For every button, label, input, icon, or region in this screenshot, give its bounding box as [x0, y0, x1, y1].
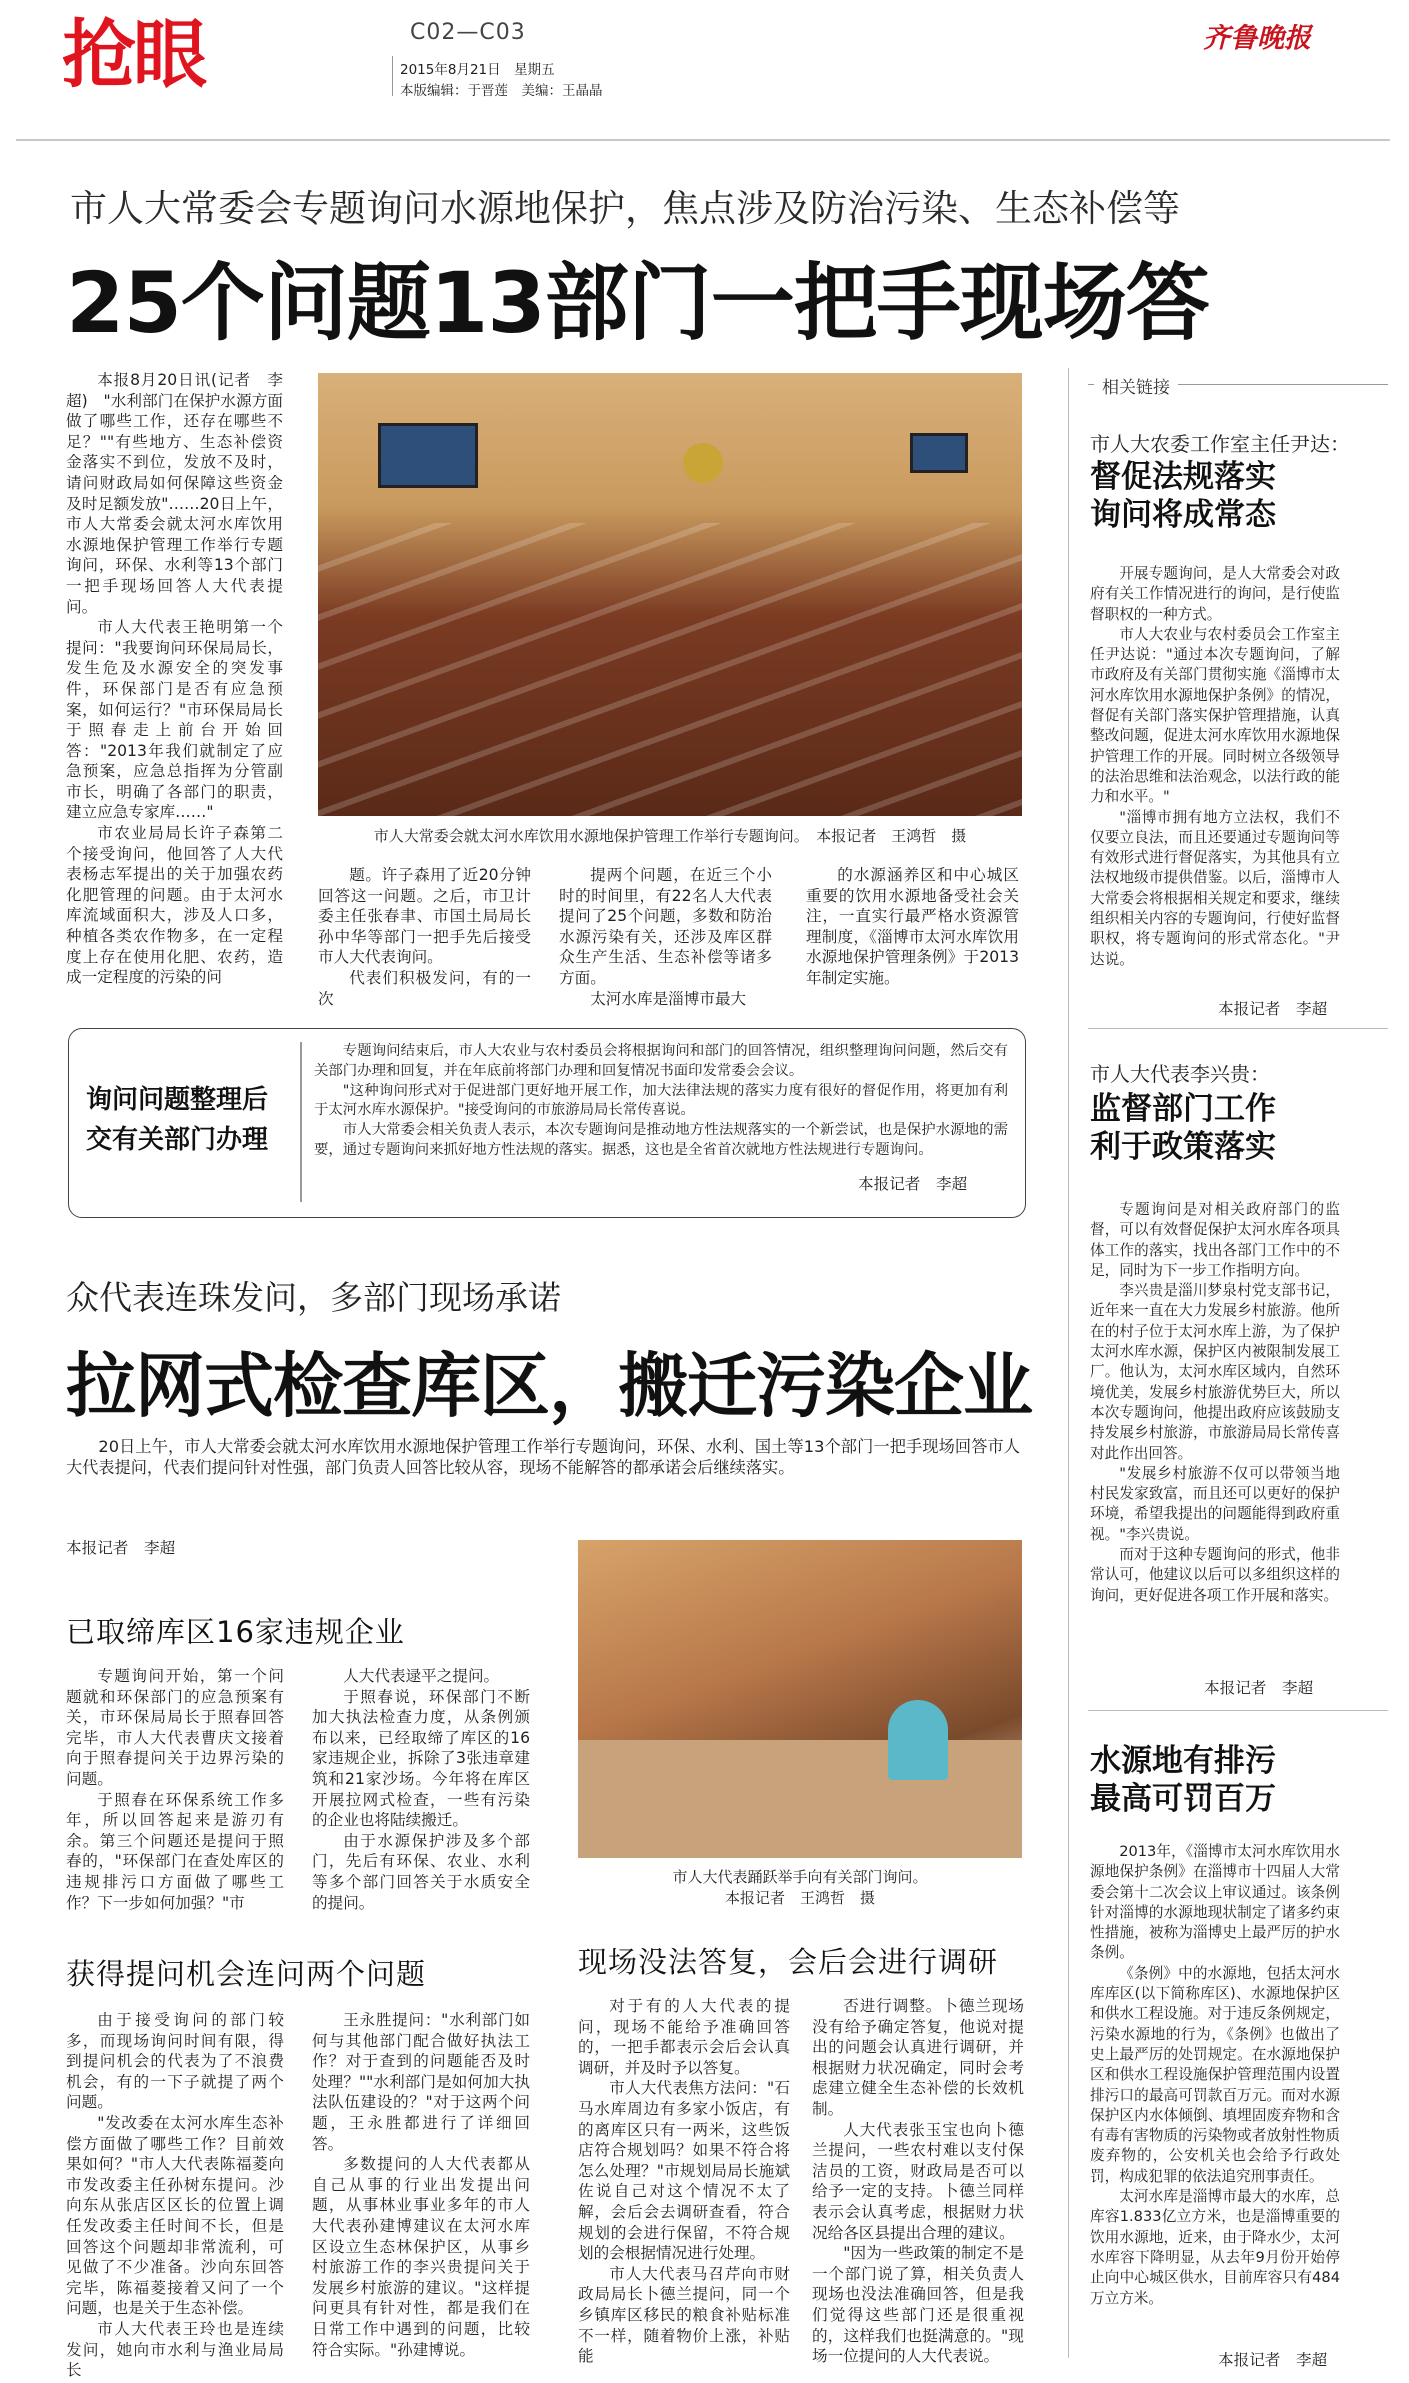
- paragraph: 王永胜提问："水利部门如何与其他部门配合做好执法工作？对于查到的问题能否及时处理？""水利部门是如何加大执法队伍建设的？"对于这两个问题，王永胜都进行了详细回答。: [312, 2011, 530, 2153]
- sidebar-item1-byline: 本报记者 李超: [1218, 1000, 1328, 1018]
- subhead-sub2: 获得提问机会连问两个问题: [66, 1957, 427, 1991]
- header-rule: [16, 139, 1390, 141]
- sidebar-item2-kicker: 市人大代表李兴贵：: [1090, 1062, 1270, 1086]
- sidebar-item3-head-line2: 最高可罚百万: [1090, 1781, 1276, 1817]
- paragraph: 题。许子森用了近20分钟回答这一问题。之后，市卫计委主任张春聿、市国土局局长孙中华等部门一把手先后接受市人大代表询问。: [318, 866, 531, 967]
- subhead-sub1: 已取缔库区16家违规企业: [66, 1615, 405, 1649]
- subhead-sub3: 现场没法答复，会后会进行调研: [578, 1945, 999, 1979]
- sub3-col1: [578, 1996, 790, 2366]
- paragraph: 市人大常委会相关负责人表示，本次专题询问是推动地方性法规落实的一个新尝试，也是保护水源地的需要，通过专题询问来抓好地方性法规的落实。据悉，这也是全省首次就地方性法规进行专题询问。: [314, 1122, 1008, 1158]
- sub2-col2: [312, 2010, 530, 2360]
- paragraph: 李兴贵是淄川梦泉村党支部书记，近年来一直在大力发展乡村旅游。他所在的村子位于太河水库上游，为了保护太河水库水源，保护区内被限制发展工厂。他认为，太河水库区域内，自然环境优美，发展乡村旅游优势巨大，所以本次专题询问，他提出政府应该鼓励支持发展乡村旅游，市旅游局局长常传喜对此作出回答。: [1090, 1282, 1340, 1462]
- newspaper-brand: 齐鲁晚报: [1203, 23, 1311, 54]
- hearing-photo-caption: 市人大常委会就太河水库饮用水源地保护管理工作举行专题询问。 本报记者 王鸿哲 摄: [373, 827, 967, 845]
- paragraph: "发改委在太河水库生态补偿方面做了哪些工作？目前效果如何？"市人大代表陈福菱向市发改委主任孙树东提问。沙向东从张店区区长的位置上调任发改委主任时间不长，但是回答这个问题却非常流利，可见做了不少准备。沙向东回答完毕，陈福菱接着又问了一个问题，也是关于生态补偿。: [66, 2113, 284, 2318]
- second-story-kicker: 众代表连珠发问，多部门现场承诺: [66, 1278, 561, 1317]
- sidebar-item3-head-line1: 水源地有排污: [1090, 1743, 1276, 1779]
- sidebar-item2-byline: 本报记者 李超: [1204, 1679, 1314, 1697]
- related-links-label: 相关链接: [1094, 373, 1178, 398]
- second-story-headline: 拉网式检查库区，搬迁污染企业: [66, 1345, 1032, 1427]
- raising-hands-caption: [578, 1866, 1022, 1908]
- paragraph: 否进行调整。卜德兰现场没有给予确定答复，他说对提出的问题会认真进行调研，并根据财力状况确定，同时会考虑建立健全生态补偿的长效机制。: [812, 1997, 1024, 2118]
- info-box-title-line2: 交有关部门办理: [86, 1125, 269, 1155]
- paragraph: 太河水库是淄博市最大的水库，总库容1.833亿立方米，也是淄博重要的饮用水源地，近来，由于降水少，太河水库容下降明显，从去年9月份开始停止向中心城区供水，目前库容只有484万立方米。: [1090, 2188, 1340, 2307]
- info-box-title-line1: 询问问题整理后: [86, 1085, 269, 1115]
- paragraph: 开展专题询问，是人大常委会对政府有关工作情况进行的询问，是行使监督职权的一种方式。: [1090, 565, 1340, 623]
- sidebar-rule-1: [1088, 1028, 1388, 1029]
- second-story-byline: 本报记者 李超: [66, 1539, 176, 1557]
- sidebar-item2-body: [1090, 1200, 1340, 1670]
- top-story-kicker: 市人大常委会专题询问水源地保护，焦点涉及防治污染、生态补偿等: [70, 187, 1180, 230]
- paragraph: 市人大代表马召芹向市财政局局长卜德兰提问，同一个乡镇库区移民的粮食补贴标准不一样，随着物价上涨，补贴能: [578, 2264, 790, 2366]
- sidebar-item1-kicker: 市人大农委工作室主任尹达：: [1090, 432, 1350, 456]
- sidebar-item1-head-line1: 督促法规落实: [1090, 459, 1276, 495]
- paragraph: "淄博市拥有地方立法权，我们不仅要立良法，而且还要通过专题询问等有效形式进行督促落实，为其他具有立法权地级市提供借鉴。以后，淄博市人大常委会将根据相关规定和要求，继续组织相关内容的专题询问，行使好监督职权，将专题询问的形式常态化。"尹达说。: [1090, 808, 1340, 968]
- top-story-col3: [559, 865, 772, 1008]
- page-range: C02—C03: [410, 20, 526, 45]
- paragraph: 太河水库是淄博市最大: [590, 989, 747, 1008]
- editors-line: 本版编辑：于晋莲 美编：王晶晶: [400, 83, 603, 99]
- paragraph: 专题询问是对相关政府部门的监督，可以有效督促保护太河水库各项具体工作的落实，找出各部门工作中的不足，同时为下一步工作指明方向。: [1090, 1201, 1340, 1279]
- delegate-figure: [888, 1700, 948, 1780]
- raising-hands-caption-credit: 本报记者 王鸿哲 摄: [724, 1889, 875, 1907]
- desk-row: [578, 1740, 1022, 1858]
- section-logo: 抢眼: [62, 12, 204, 98]
- paragraph: 专题询问结束后，市人大农业与农村委员会将根据询问和部门的回答情况，组织整理询问问题，然后交有关部门办理和回复，并在年底前将部门办理和回复情况书面印发常委会会议。: [314, 1043, 1008, 1079]
- paragraph: 提两个问题，在近三个小时的时间里，有22名人大代表提问了25个问题，多数和防治水源污染有关，还涉及库区群众生产生活、生态补偿等诸多方面。: [559, 866, 772, 987]
- paragraph: 市人大农业与农村委员会工作室主任尹达说："通过本次专题询问，了解市政府及有关部门贯彻实施《淄博市太河水库饮用水源地保护条例》的情况，督促有关部门落实保护管理措施，认真整改问题，促进太河水库饮用水源地保护管理工作的开展。同时树立各级领导的法治思维和法治观念，以法行政的能力和水平。": [1090, 625, 1340, 806]
- sidebar-item1-head: [1090, 458, 1276, 534]
- paragraph: 人大代表逯平之提问。: [343, 1667, 500, 1685]
- national-emblem: [683, 443, 723, 483]
- info-box-body: [314, 1042, 1008, 1186]
- paragraph: 《条例》中的水源地，包括太河水库库区(以下简称库区)、水源地保护区和供水工程设施。对于违反条例规定，污染水源地的行为，《条例》也做出了史上最严厉的处罚规定。在水源地保护区和供水工程设施保护管理范围内设置排污口的最高可罚款百万元。而对水源保护区内水体倾倒、填埋固废弃物和含有毒有害物质的污染物或者放射性物质废弃物的，公安机关也会给予行政处罚，构成犯罪的依法追究刑事责任。: [1090, 1964, 1340, 2185]
- sidebar-item3-head: [1090, 1742, 1276, 1818]
- sidebar-item3-byline: 本报记者 李超: [1218, 2351, 1328, 2369]
- paragraph: 而对于这种专题询问的形式，他非常认可，他建议以后可以多组织这样的询问，更好促进各项工作开展和落实。: [1090, 1546, 1340, 1604]
- sidebar-item3-body: [1090, 1842, 1340, 2342]
- sidebar-divider: [1068, 368, 1069, 2358]
- paragraph: 于照春在环保系统工作多年，所以回答起来是游刃有余。第三个问题还是提问于照春的，"环保部门在查处库区的违规排污口方面做了哪些工作？下一步如何加强？"市: [66, 1790, 284, 1912]
- paragraph: 市人大代表王艳明第一个提问："我要询问环保局局长，发生危及水源安全的突发事件，环保部门是否有应急预案，如何运行？"市环保局局长于照春走上前台开始回答："2013年我们就制定了应急预案，应急总指挥为分管副市长，明确了各部门的职责，建立应急专家库……": [66, 618, 283, 822]
- sidebar-item1-body: [1090, 564, 1340, 991]
- sub2-col1: [66, 2010, 284, 2380]
- info-box-divider: [300, 1042, 302, 1202]
- sidebar-item2-head-line2: 利于政策落实: [1090, 1129, 1276, 1165]
- paragraph: 市农业局局长许子森第二个接受询问，他回答了人大代表杨志军提出的关于加强农药化肥管理的问题。由于太河水库流域面积大，涉及人口多，种植各类农作物多，在一定程度上存在使用化肥、农药，造成一定程度的污染的问: [66, 824, 283, 987]
- paragraph: "发展乡村旅游不仅可以带领当地村民发家致富，而且还可以更好的保护环境，希望我提出的问题能得到政府重视。"李兴贵说。: [1090, 1464, 1340, 1543]
- paragraph: 市人大代表王玲也是连续发问，她向市水利与渔业局局长: [66, 2319, 284, 2380]
- sub1-col2: [312, 1666, 530, 1964]
- paragraph: 由于接受询问的部门较多，而现场询问时间有限，得到提问机会的代表为了不浪费机会，有的一下子就提了两个问题。: [66, 2011, 284, 2112]
- raising-hands-caption-line1: 市人大代表踊跃举手向有关部门询问。: [672, 1868, 928, 1886]
- screen-left: [378, 423, 478, 488]
- paragraph: 多数提问的人大代表都从自己从事的行业出发提出问题，从事林业事业多年的市人大代表孙建博建议在太河水库区设立生态林保护区，从事乡村旅游工作的李兴贵提问关于发展乡村旅游的建议。"这样提问更具有针对性，都是我们在日常工作中遇到的问题，比较符合实际。"孙建博说。: [312, 2155, 530, 2359]
- paragraph: 本报8月20日讯(记者 李超) "水利部门在保护水源方面做了哪些工作，还存在哪些不足？""有些地方、生态补偿资金落实不到位，发放不及时，请问财政局如何保障这些资金及时足额发放"……20日上午，市人大常委会就太河水库饮用水源地保护管理工作举行专题询问，环保、水利等13个部门一把手现场回答人大代表提问。: [66, 371, 283, 616]
- paragraph: 对于有的人大代表的提问，现场不能给予准确回答的，一把手都表示会后会认真调研，并及时予以答复。: [578, 1997, 790, 2077]
- info-box-title: [86, 1080, 306, 1160]
- top-story-headline: 25个问题13部门一把手现场答: [66, 254, 1209, 352]
- paragraph: 2013年，《淄博市太河水库饮用水源地保护条例》在淄博市十四届人大常委会第十二次会议上审议通过。该条例针对淄博的水源地现状制定了诸多约束性措施，被称为淄博史上最严厉的护水条例。: [1090, 1843, 1340, 1962]
- sidebar-item1-head-line2: 询问将成常态: [1090, 497, 1276, 533]
- sub1-col1: [66, 1666, 284, 1964]
- issue-date: 2015年8月21日 星期五: [400, 62, 555, 78]
- top-story-col4: 的水源涵养区和中心城区重要的饮用水源地备受社会关注，一直实行最严格水资源管理制度，《淄博市太河水库饮用水源地保护管理条例》于2013年制定实施。: [806, 866, 1019, 987]
- paragraph: 由于水源保护涉及多个部门，先后有环保、农业、水利等多个部门回答关于水质安全的提问。: [312, 1831, 530, 1912]
- header-meta: [400, 60, 603, 102]
- second-story-lead: 20日上午，市人大常委会就太河水库饮用水源地保护管理工作举行专题询问，环保、水利、国土等13个部门一把手现场回答市人大代表提问，代表们提问针对性强，部门负责人回答比较从容，现场不能解答的都承诺会后继续落实。: [66, 1437, 1020, 1477]
- top-story-col1: [66, 370, 283, 990]
- paragraph: 人大代表张玉宝也向卜德兰提问，一些农村难以支付保洁员的工资，财政局是否可以给予一定的支持。卜德兰同样表示会认真考虑，根据财力状况给各区县提出合理的建议。: [812, 2120, 1024, 2242]
- raising-hands-photo: [578, 1540, 1022, 1858]
- hearing-photo: [318, 373, 1022, 816]
- header-divider: [392, 56, 393, 96]
- paragraph: 市人大代表焦方法问："石马水库周边有多家小饭店，有的离库区只有一两米，这些饭店符合规划吗？如果不符合将怎么处理？"市规划局局长施斌佐说自己对这个情况不太了解，会后会去调研查看，符合规划的会进行保留，不符合规划的会根据情况进行处理。: [578, 2079, 790, 2263]
- audience-rows: [318, 523, 1022, 823]
- paragraph: 代表们积极发问，有的一次: [318, 968, 531, 1008]
- top-story-col2: [318, 865, 531, 1008]
- paragraph: 于照春说，环保部门不断加大执法检查力度，从条例颁布以来，已经取缔了库区的16家违规企业，拆除了3张违章建筑和21家沙场。今年将在库区开展拉网式检查，一些有污染的企业也将陆续搬迁。: [312, 1687, 530, 1830]
- sidebar-rule-2: [1088, 1710, 1388, 1711]
- paragraph: 专题询问开始，第一个问题就和环保部门的应急预案有关，市环保局局长于照春回答完毕，市人大代表曹庆文接着向于照春提问关于边界污染的问题。: [66, 1667, 284, 1788]
- info-box-byline: 本报记者 李超: [858, 1175, 968, 1193]
- screen-right: [910, 433, 968, 473]
- sidebar-item2-head: [1090, 1090, 1276, 1166]
- sub3-col2: [812, 1996, 1024, 2366]
- sidebar-item2-head-line1: 监督部门工作: [1090, 1091, 1276, 1127]
- paragraph: "因为一些政策的制定不是一个部门说了算，相关负责人现场也没法准确回答，但是我们觉得这些部门还是很重视的，这样我们也挺满意的。"现场一位提问的人大代表说。: [812, 2244, 1024, 2366]
- paragraph: "这种询问形式对于促进部门更好地开展工作，加大法律法规的落实力度有很好的督促作用，将更加有利于太河水库水源保护。"接受询问的市旅游局局长常传喜说。: [314, 1082, 1008, 1119]
